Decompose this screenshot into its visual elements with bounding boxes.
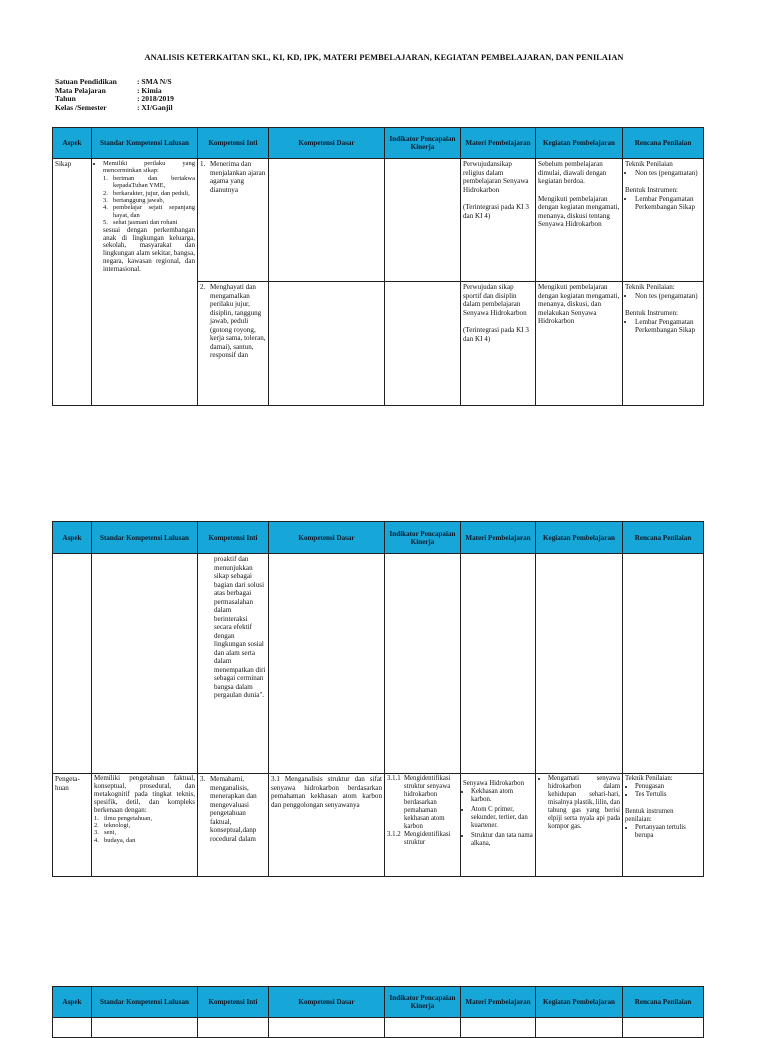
penilaian-item: • Penugasan (635, 783, 701, 791)
ki-number: 2. (200, 283, 206, 291)
header-penilaian: Rencana Penilaian (623, 987, 704, 1018)
penilaian-label: Bentuk instrumen penilaian: (625, 808, 674, 823)
meta-key: Tahun (55, 94, 76, 104)
header-kd: Kompetensi Dasar (269, 522, 385, 554)
kegiatan-cell (536, 554, 623, 774)
header-materi: Materi Pembelajaran (461, 522, 536, 554)
header-ki: Kompetensi Inti (198, 987, 269, 1018)
ki-text: Menghayati dan mengamalkan perilaku jujur, disiplin, tanggung jawab, peduli (gotong royong, kerja sama, toleran, damai), santun, responsif dan (210, 283, 266, 359)
kegiatan-text: • Mengamati senyawa hidrokarbon dalam kehidupan sehari-hari, misalnya plastik, lilin, dan tabung gas yang berisi elpiji serta nyala api pada kompor gas. (548, 775, 620, 831)
penilaian-cell (623, 774, 704, 877)
kegiatan-cell (536, 774, 623, 877)
header-ki: Kompetensi Inti (198, 522, 269, 554)
table-header-row (53, 987, 704, 1018)
ki-cell-3 (198, 774, 269, 877)
header-kd: Kompetensi Dasar (269, 128, 385, 159)
ki-number: 3. (200, 775, 206, 783)
materi-note: (Terintegrasi pada KI 3 dan KI 4) (463, 326, 529, 343)
analysis-table-1 (52, 127, 704, 406)
aspek-cell: Sikap (53, 159, 92, 406)
kd-cell (269, 282, 385, 406)
meta-value: : SMA N/S (137, 77, 172, 86)
penilaian-item: • Lembar Pengamatan Perkembangan Sikap (635, 318, 701, 335)
penilaian-label: Teknik Penilaian: (625, 283, 675, 291)
ki-text: Memahami, menganalisis, menerapkan dan mengevaluasi pengetahuan faktual, konseptual,danp rocedural dalam (210, 775, 257, 843)
penilaian-item: • Tes Tertulis (635, 791, 701, 799)
meta-key: Kelas /Semester (55, 102, 107, 112)
header-aspek: Aspek (53, 128, 92, 159)
penilaian-label: Teknik Penilaian: (625, 775, 673, 782)
penilaian-item: • Lembar Pengamatan Perkembangan Sikap (635, 195, 701, 212)
header-materi: Materi Pembelajaran (461, 987, 536, 1018)
penilaian-item: • Non tes (pengamatan) (635, 169, 701, 178)
header-ipk: Indikator Pencapaian Kinerja (385, 128, 461, 159)
header-penilaian: Rencana Penilaian (623, 128, 704, 159)
meta-key: Mata Pelajaran (55, 85, 106, 95)
list-item: • Struktur dan tata nama alkana, (471, 832, 533, 848)
skl-cell (92, 159, 198, 406)
meta-value: : XI/Ganjil (137, 102, 173, 112)
kd-cell: 3.1 Menganalisis struktur dan sifat senyawa hidrokarbon berdasarkan pemahaman kekhasan atom karbon dan penggolongan senyawanya (269, 774, 385, 877)
header-materi: Materi Pembelajaran (461, 128, 536, 159)
materi-cell (461, 554, 536, 774)
kegiatan-cell-2: Mengikuti pembelajaran dengan kegiatan mengamati, menanya, diskusi, dan melakukan Senyawa Hidrokarbon (536, 282, 623, 406)
list-item: • Kekhasan atom karbon. (471, 788, 533, 804)
ipk-cell (385, 554, 461, 774)
header-kegiatan: Kegiatan Pembelajaran (536, 987, 623, 1018)
kegiatan-text: Sebelum pembelajaran dimulai, diawali dengan kegiatan berdoa. (538, 160, 607, 185)
skl-outro: sesuai dengan perkembangan anak di lingkungan keluarga, sekolah, masyarakat dan lingkungan alam sekitar, bangsa, negara, kawasan regional, dan internasional. (103, 225, 195, 274)
kegiatan-text: Mengikuti pembelajaran dengan kegiatan mengamati, menanya, diskusi tentang Senyawa Hidrokarbon (538, 194, 620, 228)
materi-title: Senyawa Hidrokarbon (463, 780, 524, 787)
list-item: 3. bertanggung jawab, (103, 197, 165, 205)
header-ipk: Indikator Pencapaian Kinerja (385, 522, 461, 554)
meta-row-kelas (55, 104, 174, 113)
header-skl: Standar Kompetensi Lulusan (92, 128, 198, 159)
ipk-item: 3.1.1 Mengidentifikasi struktur senyawa hidrokarbon berdasarkan pemahaman kekhasan atom karbon (387, 775, 451, 830)
table-header-row (53, 522, 704, 554)
ipk-cell (385, 159, 461, 282)
ki-cell-2 (198, 282, 269, 406)
ki-text: proaktif dan menunjukkan sikap sebagai bagian dari solusi atas berbagai permasalahan dalam berinteraksi secara efektif dengan lingkungan sosial dan alam serta dalam menempatkan diri sebagai cerminan bangsa dalam pergaulan dunia". (214, 555, 266, 699)
table-row (53, 159, 704, 282)
table-header-row (53, 128, 704, 159)
table-row (53, 1018, 704, 1038)
meta-key: Satuan Pendidikan (55, 77, 117, 86)
materi-text: Perwujudansikap religius dalam pembelajaran Senyawa Hidrokarbon (463, 160, 529, 194)
header-ipk: Indikator Pencapaian Kinerja (385, 987, 461, 1018)
skl-intro: Memiliki pengetahuan faktual, konseptual, prosedural, dan metakognitif pada tingkat teknis, spesifik, detil, dan kompleks berkenaan dengan: (94, 774, 195, 814)
table-row (53, 554, 704, 774)
ipk-item: 3.1.2 Mengidentifikasi struktur (387, 831, 451, 846)
list-item: 2. teknologi, (94, 821, 131, 829)
penilaian-label: Bentuk Instrumen: (625, 186, 678, 194)
penilaian-item: • Pertanyaan tertulis berupa (635, 824, 701, 840)
ki-number: 1. (200, 160, 206, 168)
ki-text: Menerima dan menjalankan ajaran agama yang dianutnya (210, 160, 266, 194)
penilaian-cell-2 (623, 282, 704, 406)
aspek-cell (53, 554, 92, 774)
header-aspek: Aspek (53, 522, 92, 554)
header-kegiatan: Kegiatan Pembelajaran (536, 522, 623, 554)
header-kegiatan: Kegiatan Pembelajaran (536, 128, 623, 159)
list-item: 2. berkarakter, jujur, dan peduli, (103, 189, 190, 197)
header-skl: Standar Kompetensi Lulusan (92, 987, 198, 1018)
header-skl: Standar Kompetensi Lulusan (92, 522, 198, 554)
analysis-table-2 (52, 521, 704, 877)
skl-list (94, 175, 195, 227)
kd-cell (269, 159, 385, 282)
skl-intro: • Memiliki perilaku yang mencerminkan sikap: (103, 160, 195, 175)
ipk-cell (385, 282, 461, 406)
kegiatan-cell-1 (536, 159, 623, 282)
materi-cell-1 (461, 159, 536, 282)
meta-value: : 2018/2019 (137, 94, 174, 104)
analysis-table-3 (52, 986, 704, 1038)
ki-cell-1 (198, 159, 269, 282)
skl-cell (92, 554, 198, 774)
list-item: 3. seni, (94, 829, 117, 837)
list-item: 4. budaya, dan (94, 836, 136, 844)
list-item: • Atom C primer, sekunder, tertier, dan kuartener. (471, 806, 533, 830)
materi-note: (Terintegrasi pada KI 3 dan KI 4) (463, 203, 529, 220)
kd-cell (269, 554, 385, 774)
penilaian-cell (623, 554, 704, 774)
header-ki: Kompetensi Inti (198, 128, 269, 159)
header-aspek: Aspek (53, 987, 92, 1018)
list-item: 4. pembelajar sejati sepanjang hayat, dan (103, 204, 195, 219)
penilaian-cell-1 (623, 159, 704, 282)
page-title: ANALISIS KETERKAITAN SKL, KI, KD, IPK, MATERI PEMBELAJARAN, KEGIATAN PEMBELAJARAN, DAN PENILAIAN (144, 53, 624, 62)
document-meta (55, 78, 174, 112)
materi-text: Perwujudan sikap sportif dan disiplin dalam pembelajaran Senyawa Hidrokarbon (463, 283, 527, 317)
list-item: 1. beriman dan bertakwa kepadaTuhan YME, (103, 174, 195, 190)
header-kd: Kompetensi Dasar (269, 987, 385, 1018)
list-item: 5. sehat jasmani dan rohani (103, 219, 178, 227)
materi-cell-2 (461, 282, 536, 406)
ipk-cell (385, 774, 461, 877)
list-item: 1. ilmu pengetahuan, (94, 814, 153, 822)
skl-cell (92, 774, 198, 877)
header-penilaian: Rencana Penilaian (623, 522, 704, 554)
aspek-cell: Pengeta-huan (53, 774, 92, 877)
penilaian-label: Teknik Penilaian (625, 160, 673, 168)
materi-cell (461, 774, 536, 877)
ki-cell-continued (198, 554, 269, 774)
penilaian-item: • Non tes (pengamatan) (635, 292, 701, 301)
table-row (53, 774, 704, 877)
penilaian-label: Bentuk Instrumen: (625, 309, 678, 317)
meta-value: : Kimia (137, 85, 162, 95)
